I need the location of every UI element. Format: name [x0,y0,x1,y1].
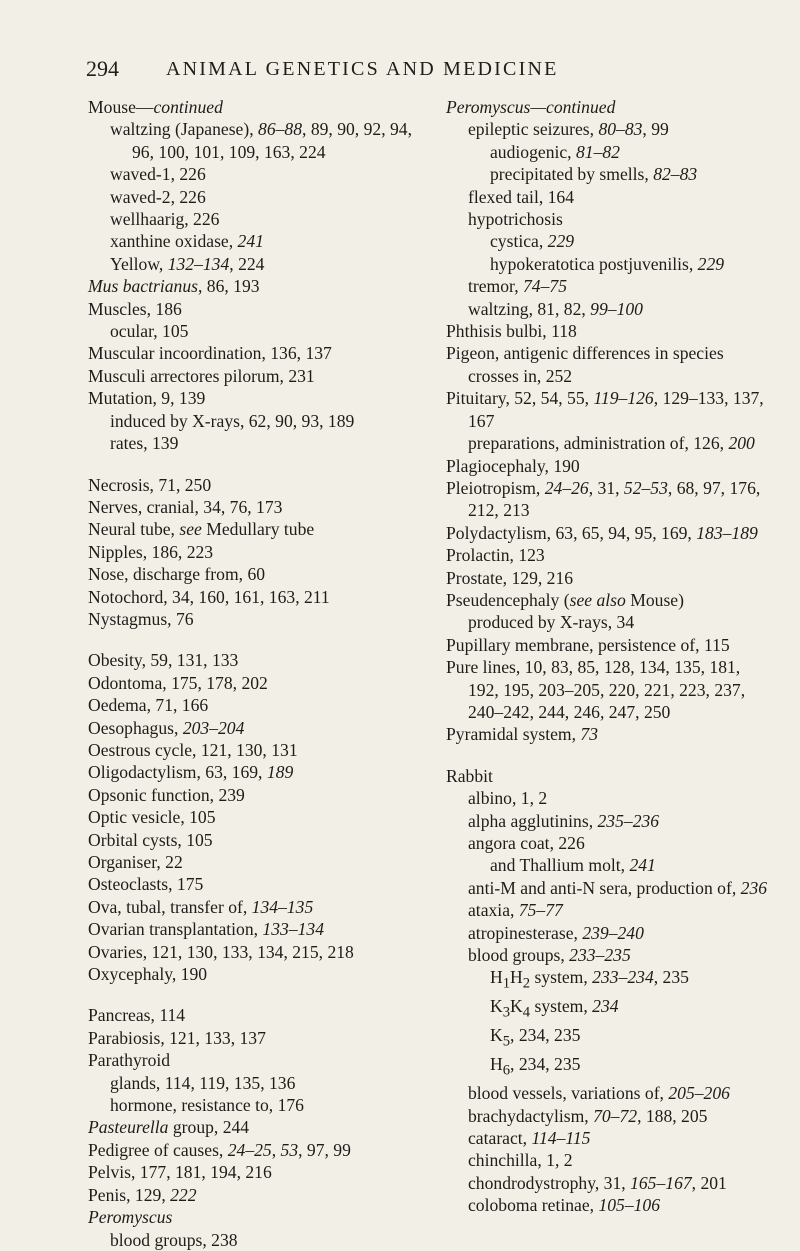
index-entry: Optic vesicle, 105 [88,807,216,828]
index-entry: Oligodactylism, 63, 169, 189 [88,762,294,783]
index-entry: waved-2, 226 [110,186,206,207]
index-entry: coloboma retinae, 105–106 [468,1195,661,1216]
index-entry: Pupillary membrane, persistence of, 115 [446,634,730,655]
index-entry: Peromyscus [88,1207,173,1228]
index-entry: precipitated by smells, 82–83 [490,164,698,185]
index-entry: blood groups, 233–235 [468,945,631,966]
index-entry: cystica, 229 [490,231,575,252]
index-entry: Oedema, 71, 166 [88,695,209,716]
index-entry: Pleiotropism, 24–26, 31, 52–53, 68, 97, 176, 212, 213 [446,477,761,521]
index-entry: hypokeratotica postjuvenilis, 229 [490,253,725,274]
index-entry: waltzing (Japanese), 86–88, 89, 90, 92, 94, 96, 100, 101, 109, 163, 224 [110,119,412,162]
index-entry: blood groups, 238 [110,1229,238,1250]
index-entry: Penis, 129, 222 [88,1184,197,1205]
index-column-right [446,96,771,1217]
index-entry: and Thallium molt, 241 [490,855,656,876]
index-entry: Peromyscus—continued [446,97,616,117]
index-entry: waltzing, 81, 82, 99–100 [468,298,643,319]
page-number: 294 [86,56,119,81]
index-entry: Yellow, 132–134, 224 [110,253,265,274]
index-entry: Pyramidal system, 73 [446,724,598,745]
index-entry: chinchilla, 1, 2 [468,1150,573,1171]
index-entry: anti-M and anti-N sera, production of, 236 [468,877,768,898]
index-entry: glands, 114, 119, 135, 136 [110,1072,296,1093]
index-entry: induced by X-rays, 62, 90, 93, 189 [110,410,355,431]
index-entry: $H_1H_2$ system, 233–234, 235 [490,967,689,992]
index-entry: hypotrichosis [468,209,563,230]
index-entry: Mus bactrianus, 86, 193 [88,276,260,297]
index-entry: epileptic seizures, 80–83, 99 [468,119,669,140]
index-entry: Polydactylism, 63, 65, 94, 95, 169, 183–189 [446,522,758,543]
index-entry: brachydactylism, 70–72, 188, 205 [468,1105,708,1126]
index-entry: alpha agglutinins, 235–236 [468,810,660,831]
index-entry: Nerves, cranial, 34, 76, 173 [88,496,283,517]
index-entry: Organiser, 22 [88,852,183,872]
index-entry: Odontoma, 175, 178, 202 [88,672,268,693]
index-entry: Pure lines, 10, 83, 85, 128, 134, 135, 181, 192, 195, 203–205, 220, 221, 223, 237, 240–242, 244, 246, 247, 250 [446,657,746,722]
index-entry: Nipples, 186, 223 [88,541,214,562]
index-entry: albino, 1, 2 [468,788,548,809]
index-entry: Notochord, 34, 160, 161, 163, 211 [88,586,330,607]
index-entry: Nose, discharge from, 60 [88,564,266,585]
index-entry: Obesity, 59, 131, 133 [88,650,239,671]
index-entry: Prostate, 129, 216 [446,567,574,588]
index-entry: Pedigree of causes, 24–25, 53, 97, 99 [88,1139,351,1160]
index-entry: Parabiosis, 121, 133, 137 [88,1027,266,1048]
index-entry: Nystagmus, 76 [88,608,194,629]
index-column-left [88,96,413,1251]
index-entry: Osteoclasts, 175 [88,874,204,895]
index-entry: Orbital cysts, 105 [88,829,213,850]
index-entry: Necrosis, 71, 250 [88,474,212,495]
index-entry: Pseudencephaly (see also Mouse) [446,589,684,610]
index-entry: tremor, 74–75 [468,276,567,297]
index-entry: waved-1, 226 [110,164,206,185]
index-entry: Oxycephaly, 190 [88,964,208,985]
index-entry: blood vessels, variations of, 205–206 [468,1083,730,1104]
index-entry: Ova, tubal, transfer of, 134–135 [88,896,314,917]
index-entry: Muscular incoordination, 136, 137 [88,343,332,364]
index-entry: Rabbit [446,765,493,786]
index-entry: Pelvis, 177, 181, 194, 216 [88,1162,272,1183]
index-entry: Plagiocephaly, 190 [446,455,580,476]
index-entry: Prolactin, 123 [446,545,545,566]
index-entry: Musculi arrectores pilorum, 231 [88,365,315,386]
index-entry: $K_3K_4$ system, 234 [490,996,619,1021]
index-entry: Neural tube, see Medullary tube [88,519,315,540]
index-entry: cataract, 114–115 [468,1127,591,1148]
index-entry: atropinesterase, 239–240 [468,922,644,943]
running-title: ANIMAL GENETICS AND MEDICINE [166,58,559,80]
index-entry: $H_6$, 234, 235 [490,1054,581,1079]
index-entry: Mutation, 9, 139 [88,388,206,409]
index-entry: rates, 139 [110,433,179,454]
index-entry: Oestrous cycle, 121, 130, 131 [88,739,298,760]
index-entry: Pituitary, 52, 54, 55, 119–126, 129–133, 137, 167 [446,388,764,431]
index-entry: Ovarian transplantation, 133–134 [88,919,324,940]
index-entry: hormone, resistance to, 176 [110,1095,304,1116]
index-entry: produced by X-rays, 34 [468,612,635,633]
index-entry: preparations, administration of, 126, 200 [468,433,755,454]
index-entry: xanthine oxidase, 241 [110,231,264,252]
index-entry: Opsonic function, 239 [88,784,245,805]
index-entry: ocular, 105 [110,321,189,342]
index-entry: Phthisis bulbi, 118 [446,321,577,342]
index-entry: Pasteurella group, 244 [88,1117,250,1138]
index-entry: Mouse—continued [88,97,223,117]
index-entry: Ovaries, 121, 130, 133, 134, 215, 218 [88,941,354,962]
index-entry: audiogenic, 81–82 [490,141,620,162]
index-entry: wellhaarig, 226 [110,209,220,230]
index-entry: ataxia, 75–77 [468,900,563,921]
index-entry: chondrodystrophy, 31, 165–167, 201 [468,1172,727,1193]
index-entry: Pancreas, 114 [88,1005,186,1026]
index-entry: Oesophagus, 203–204 [88,717,245,738]
index-entry: Pigeon, antigenic differences in species crosses in, 252 [446,343,724,386]
index-entry: Parathyroid [88,1050,171,1071]
index-entry: Muscles, 186 [88,298,182,319]
index-entry: flexed tail, 164 [468,186,575,207]
index-entry: angora coat, 226 [468,833,585,853]
index-entry: $K_5$, 234, 235 [490,1025,581,1050]
